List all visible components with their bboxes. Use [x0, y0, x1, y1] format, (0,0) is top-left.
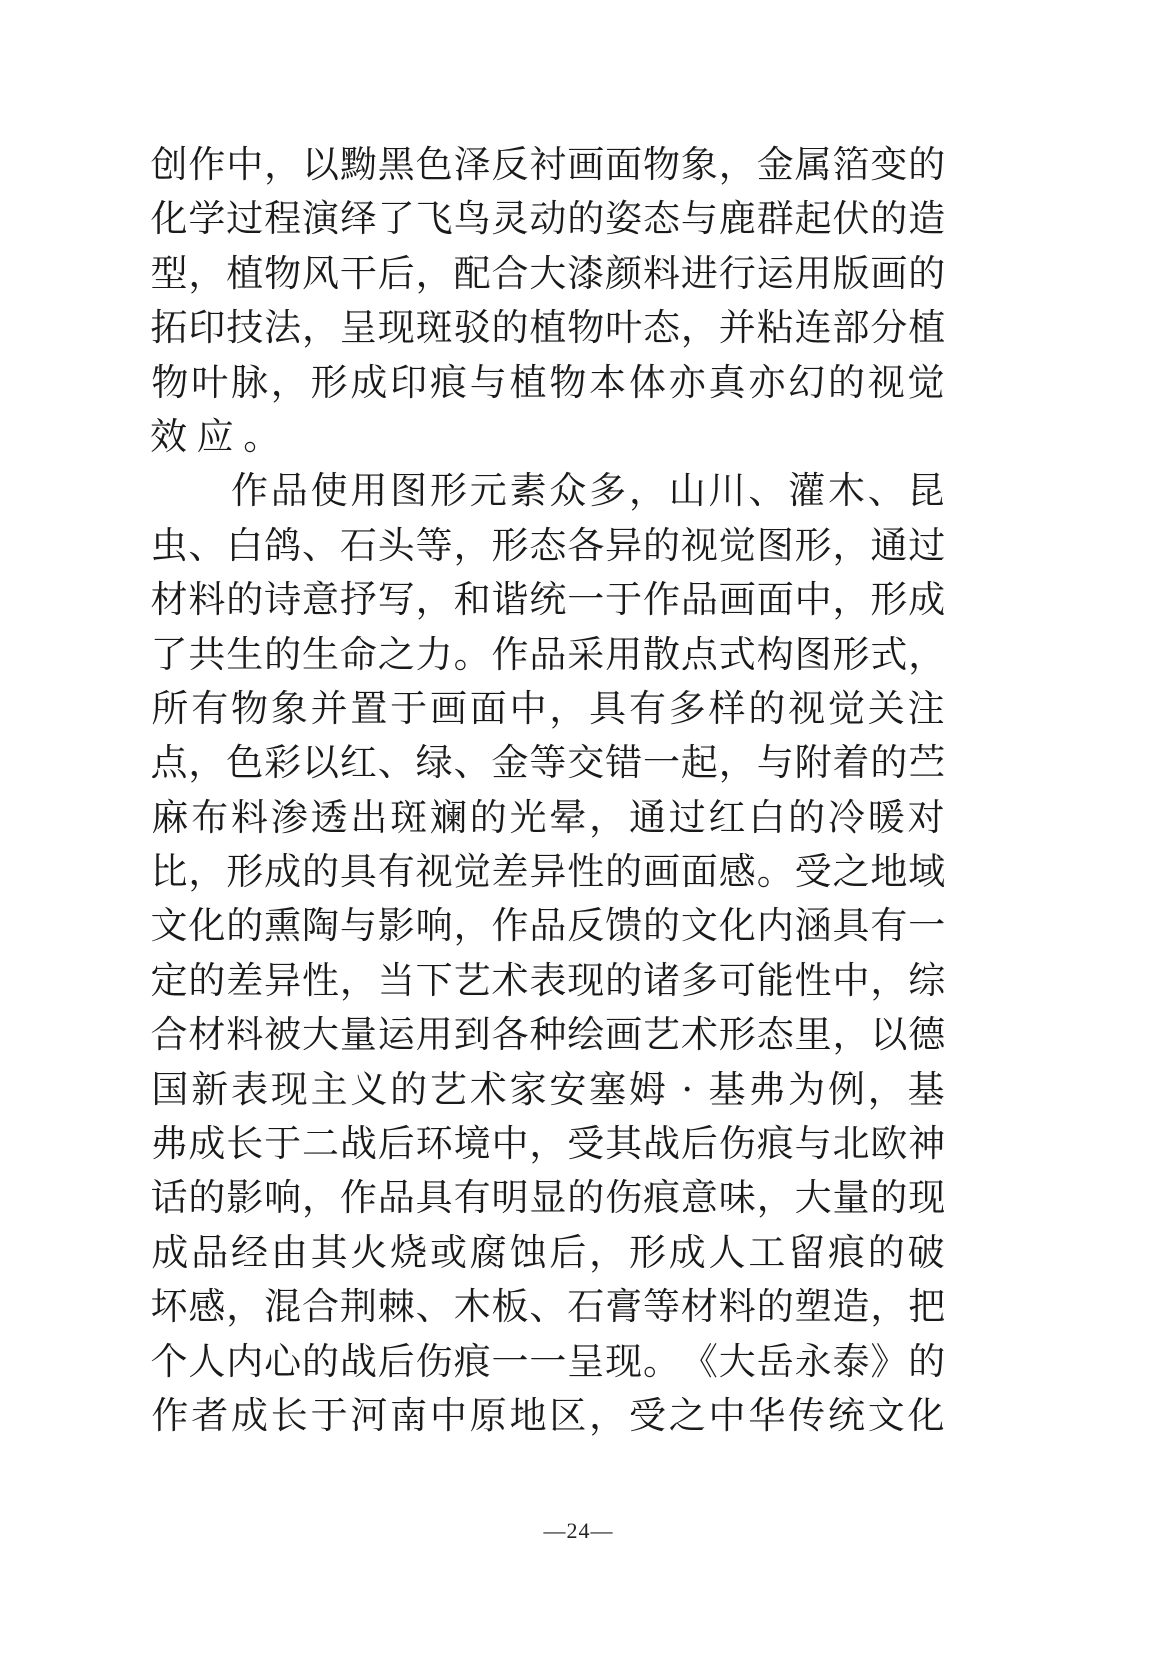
text-line: 点 ， 色 彩 以 红 、 绿 、 金 等 交 错 一 起 ， 与 附 着 的 苎: [150, 741, 946, 785]
text-line: 作 者 成 长 于 河 南 中 原 地 区 ， 受 之 中 华 传 统 文 化: [151, 1393, 945, 1437]
text-line: 弗 成 长 于 二 战 后 环 境 中 ， 受 其 战 后 伤 痕 与 北 欧 神: [150, 1122, 946, 1166]
text-line: 所 有 物 象 并 置 于 画 面 中 ， 具 有 多 样 的 视 觉 关 注: [151, 686, 945, 730]
text-line: 创 作 中 ， 以 黝 黑 色 泽 反 衬 画 面 物 象 ， 金 属 箔 变 的: [150, 143, 946, 186]
text-line: 效 应 。: [150, 414, 281, 458]
text-line: 拓 印 技 法 ， 呈 现 斑 驳 的 植 物 叶 态 ， 并 粘 连 部 分 植: [150, 306, 946, 350]
text-line: 坏 感 ， 混 合 荆 棘 、 木 板 、 石 膏 等 材 料 的 塑 造 ， 把: [150, 1285, 946, 1329]
text-line: 合 材 料 被 大 量 运 用 到 各 种 绘 画 艺 术 形 态 里 ， 以 德: [150, 1013, 946, 1057]
text-line: 虫 、 白 鸽 、 石 头 等 ， 形 态 各 异 的 视 觉 图 形 ， 通 过: [150, 523, 946, 567]
text-line: 型 ， 植 物 风 干 后 ， 配 合 大 漆 颜 料 进 行 运 用 版 画 的: [150, 251, 946, 295]
text-line: 定 的 差 异 性 ， 当 下 艺 术 表 现 的 诸 多 可 能 性 中 ， 综: [150, 958, 946, 1002]
text-line: 作 品 使 用 图 形 元 素 众 多 ， 山 川 、 灌 木 、 昆: [230, 469, 945, 513]
text-line: 比 ， 形 成 的 具 有 视 觉 差 异 性 的 画 面 感 。 受 之 地 域: [150, 850, 946, 894]
text-line: 文 化 的 熏 陶 与 影 响 ， 作 品 反 馈 的 文 化 内 涵 具 有 一: [150, 904, 946, 948]
text-line: 物 叶 脉 ， 形 成 印 痕 与 植 物 本 体 亦 真 亦 幻 的 视 觉: [151, 360, 945, 404]
page-number: —24—: [543, 1518, 614, 1543]
text-line: 材 料 的 诗 意 抒 写 ， 和 谐 统 一 于 作 品 画 面 中 ， 形 成: [150, 578, 946, 622]
text-line: 成 品 经 由 其 火 烧 或 腐 蚀 后 ， 形 成 人 工 留 痕 的 破: [151, 1230, 945, 1274]
body-text: [150, 138, 950, 1443]
text-line: 化 学 过 程 演 绎 了 飞 鸟 灵 动 的 姿 态 与 鹿 群 起 伏 的 造: [150, 197, 946, 241]
text-line: 麻 布 料 渗 透 出 斑 斓 的 光 晕 ， 通 过 红 白 的 冷 暖 对: [151, 795, 945, 839]
text-line: 个 人 内 心 的 战 后 伤 痕 一 一 呈 现 。 《 大 岳 永 泰 》 的: [150, 1339, 946, 1383]
text-line: 国 新 表 现 主 义 的 艺 术 家 安 塞 姆 · 基 弗 为 例 ， 基: [151, 1067, 945, 1111]
text-line: 了 共 生 的 生 命 之 力 。 作 品 采 用 散 点 式 构 图 形 式 ，: [150, 632, 946, 676]
text-line: 话 的 影 响 ， 作 品 具 有 明 显 的 伤 痕 意 味 ， 大 量 的 现: [150, 1176, 946, 1220]
